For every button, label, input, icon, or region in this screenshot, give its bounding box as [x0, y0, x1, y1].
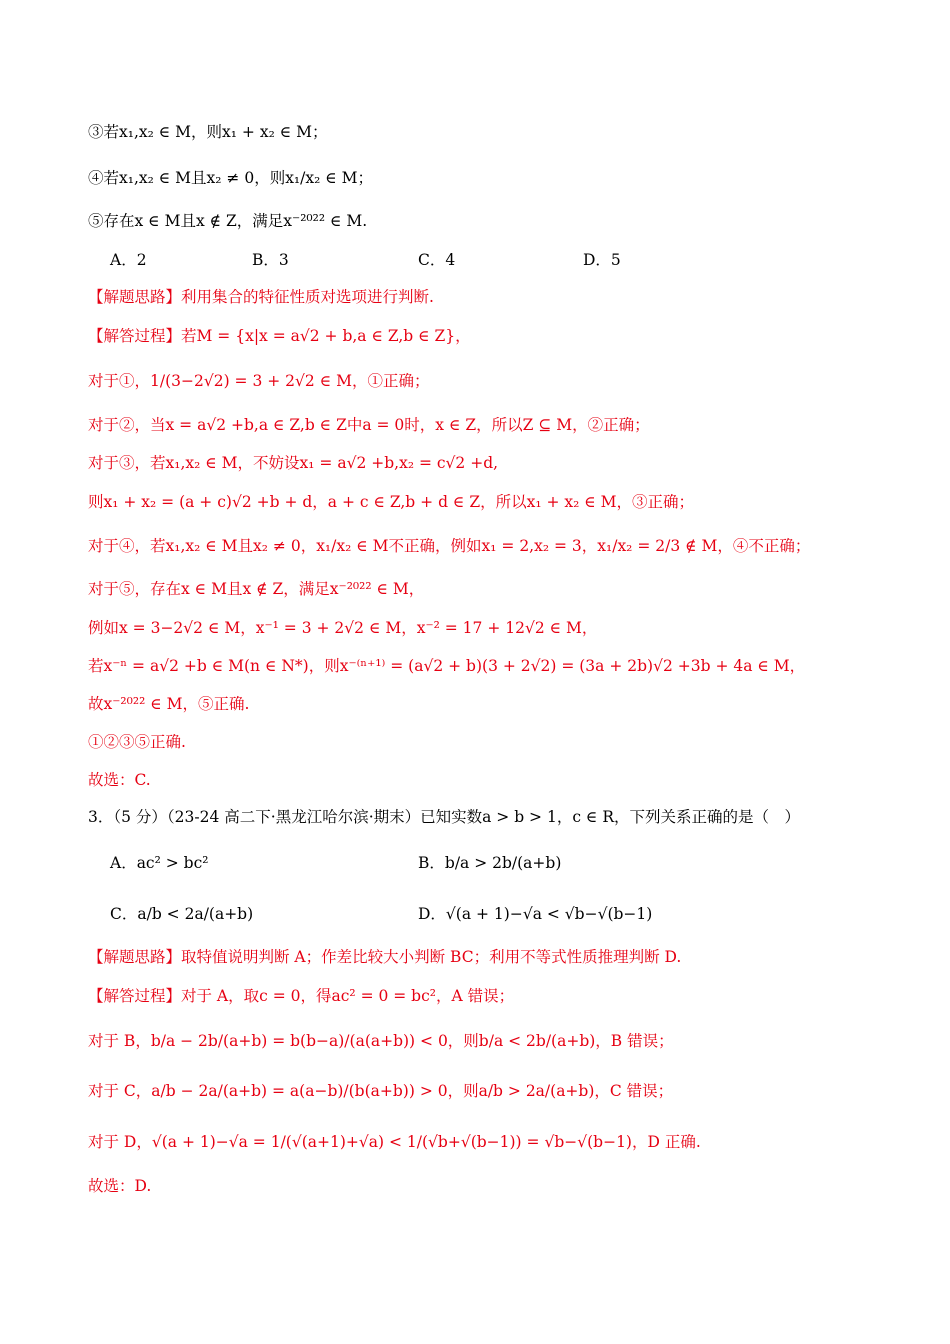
solution-line: 对于④，若x₁,x₂ ∈ M且x₂ ≠ 0，x₁/x₂ ∈ M不正确，例如x₁ = 2,x₂ = 3，x₁/x₂ = 2/3 ∉ M，④不正确； — [88, 537, 811, 555]
solution-line: 【解答过程】对于 A，取c = 0，得ac² = 0 = bc²，A 错误； — [88, 987, 515, 1005]
solution-line: 【解题思路】取特值说明判断 A；作差比较大小判断 BC；利用不等式性质推理判断 D. — [88, 948, 682, 966]
solution-line: 则x₁ + x₂ = (a + c)√2 +b + d，a + c ∈ Z,b + d ∈ Z，所以x₁ + x₂ ∈ M，③正确； — [88, 493, 695, 511]
statement-5: ⑤存在x ∈ M且x ∉ Z，满足x⁻²⁰²² ∈ M. — [88, 212, 368, 230]
solution-line: 对于②，当x = a√2 +b,a ∈ Z,b ∈ Z中a = 0时，x ∈ Z，所以Z ⊆ M，②正确； — [88, 416, 650, 434]
solution-line: 对于 D，√(a + 1)−√a = 1/(√(a+1)+√a) < 1/(√b+√(b−1)) = √b−√(b−1)，D 正确. — [88, 1133, 701, 1151]
option-c: C．a/b < 2a/(a+b) — [110, 905, 254, 923]
solution-line: 对于①，1/(3−2√2) = 3 + 2√2 ∈ M，①正确； — [88, 372, 430, 390]
solution-line: 故选：C. — [88, 771, 151, 789]
solution-line: 【解题思路】利用集合的特征性质对选项进行判断. — [88, 288, 434, 306]
solution-line: 对于 C，a/b − 2a/(a+b) = a(a−b)/(b(a+b)) > 0，则a/b > 2a/(a+b)，C 错误； — [88, 1082, 674, 1100]
question-3-stem: 3．（5 分）（23-24 高二下·黑龙江哈尔滨·期末）已知实数a > b > 1，c ∈ R，下列关系正确的是（ ） — [88, 808, 801, 826]
option-b: B．b/a > 2b/(a+b) — [418, 854, 562, 872]
option-d: D．√(a + 1)−√a < √b−√(b−1) — [418, 905, 653, 923]
solution-line: 【解答过程】若M = {x|x = a√2 + b,a ∈ Z,b ∈ Z}， — [88, 327, 471, 345]
solution-line: 若x⁻ⁿ = a√2 +b ∈ M(n ∈ N*)，则x⁻⁽ⁿ⁺¹⁾ = (a√2 + b)(3 + 2√2) = (3a + 2b)√2 +3b + 4a ∈ M， — [88, 657, 806, 675]
solution-line: 故选：D. — [88, 1177, 152, 1195]
option-b: B．3 — [252, 251, 289, 269]
solution-line: 对于 B，b/a − 2b/(a+b) = b(b−a)/(a(a+b)) < 0，则b/a < 2b/(a+b)，B 错误； — [88, 1032, 674, 1050]
option-c: C．4 — [418, 251, 456, 269]
solution-line: 对于③，若x₁,x₂ ∈ M，不妨设x₁ = a√2 +b,x₂ = c√2 +d, — [88, 454, 499, 472]
solution-line: 故x⁻²⁰²² ∈ M，⑤正确. — [88, 695, 250, 713]
option-a: A．ac² > bc² — [110, 854, 209, 872]
solution-line: 例如x = 3−2√2 ∈ M，x⁻¹ = 3 + 2√2 ∈ M，x⁻² = 17 + 12√2 ∈ M， — [88, 619, 598, 637]
option-d: D．5 — [583, 251, 621, 269]
statement-4: ④若x₁,x₂ ∈ M且x₂ ≠ 0，则x₁/x₂ ∈ M； — [88, 169, 374, 187]
solution-line: ①②③⑤正确. — [88, 733, 186, 751]
option-a: A．2 — [110, 251, 147, 269]
solution-line: 对于⑤，存在x ∈ M且x ∉ Z，满足x⁻²⁰²² ∈ M， — [88, 580, 425, 598]
statement-3: ③若x₁,x₂ ∈ M，则x₁ + x₂ ∈ M； — [88, 123, 328, 141]
